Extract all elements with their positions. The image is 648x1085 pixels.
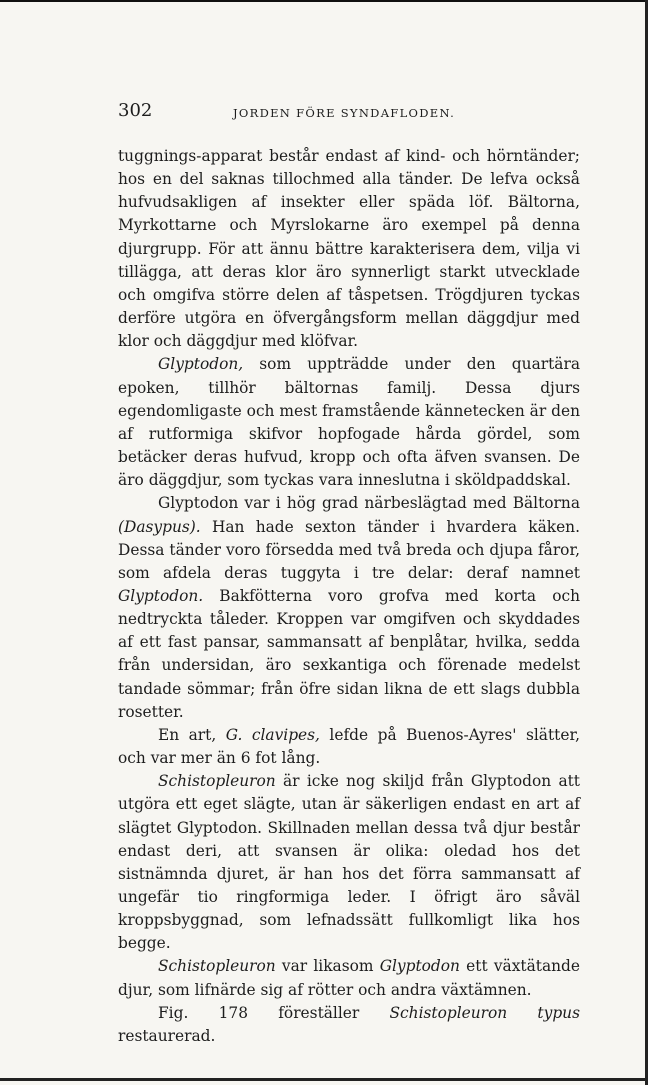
paragraph-2 [118, 353, 580, 492]
paragraph-3-text-2: Han hade sexton tänder i hvardera käken. Dessa tänder voro försedda med två breda och djupa fåror, som afdela deras tuggyta i tre delar: deraf namnet [118, 517, 580, 582]
paragraph-6-text-2: ett växtätande djur, som lifnärde sig af rötter och andra växtämnen. [118, 957, 580, 999]
paragraph-5-text: är icke nog skiljd från Glyptodon att utgöra ett eget slägte, utan är säkerligen endast en art af slägtet Glyptodon. Skillnaden mellan dessa två djur består endast deri, att svansen är olika: oledad hos det sistnämnda djuret, är han hos det förra sammansatt af ungefär tio ringformiga leder. I öfrigt äro såväl kroppsbyggnad, som lefnadssätt fullkomligt lika hos begge. [118, 772, 580, 953]
paragraph-3-text-3: Bakfötterna voro grofva med korta och nedtryckta tåleder. Kroppen var omgifven och skyddades af ett fast pansar, sammansatt af benplåtar, hvilka, sedda från undersidan, äro sexkantiga och förenade medelst tandade sömmar; från öfre sidan likna de ett slags dubbla rosetter. [118, 586, 580, 721]
page-top-edge [0, 0, 648, 2]
paragraph-4-text-1: En art, [158, 725, 226, 744]
paragraph-7 [118, 1002, 580, 1048]
paragraph-4-text-2: lefde på Buenos-Ayres' slätter, och var mer än 6 fot lång. [118, 725, 581, 768]
running-title: JORDEN FÖRE SYNDAFLODEN. [233, 106, 456, 120]
paragraph-1 [118, 145, 580, 353]
paragraph-6-italic-1: Schistopleuron [158, 957, 276, 976]
paragraph-7-text-2: restaurerad. [118, 1026, 216, 1045]
paragraph-3-italic-2: Glyptodon. [118, 586, 204, 605]
paragraph-2-text: som uppträdde under den quartära epoken, tillhör bältornas familj. Dessa djurs egendomligaste och mest framstående kännetecken är den af rutformiga skifvor hopfogade hårda gördel, som betäcker deras hufvud, kropp och ofta äfven svansen. De äro däggdjur, som tyckas vara inneslutna i sköldpaddskal. [118, 355, 580, 490]
paragraph-3-text-1: Glyptodon var i hög grad närbeslägtad med Bältorna [158, 494, 580, 513]
paragraph-6-text-1: var likasom [275, 957, 380, 976]
paragraph-1-text: tuggnings-apparat består endast af kind- och hörntänder; hos en del saknas tillochmed alla tänder. De lefva också hufvudsakligen af insekter eller späda löf. Bältorna, Myrkottarne och Myrslokarne äro exempel på denna djurgrupp. För att ännu bättre karakterisera dem, vilja vi tillägga, att deras klor äro synnerligt starkt utvecklade och omgifva större delen af tåspetsen. Trögdjuren tyckas derföre utgöra en öfvergångsform mellan däggdjur med klor och däggdjur med klöfvar. [118, 147, 580, 351]
paragraph-3-italic-1: (Dasypus). [118, 517, 201, 536]
paragraph-3 [118, 492, 580, 724]
paragraph-5-italic: Schistopleuron [158, 772, 276, 791]
paragraph-2-italic: Glyptodon, [158, 355, 244, 374]
paragraph-6-italic-2: Glyptodon [379, 957, 460, 976]
body-text [118, 145, 580, 1048]
paragraph-4 [118, 724, 580, 770]
paragraph-7-italic-1: Schistopleuron typus [389, 1003, 580, 1022]
paragraph-5 [118, 770, 580, 955]
paragraph-7-text-1: Fig. 178 föreställer [158, 1003, 390, 1022]
page-bottom-edge [0, 1078, 648, 1081]
page-header [118, 100, 580, 124]
page-number: 302 [118, 100, 153, 121]
paragraph-6 [118, 955, 580, 1001]
paragraph-4-italic-1: G. clavipes, [225, 725, 320, 744]
